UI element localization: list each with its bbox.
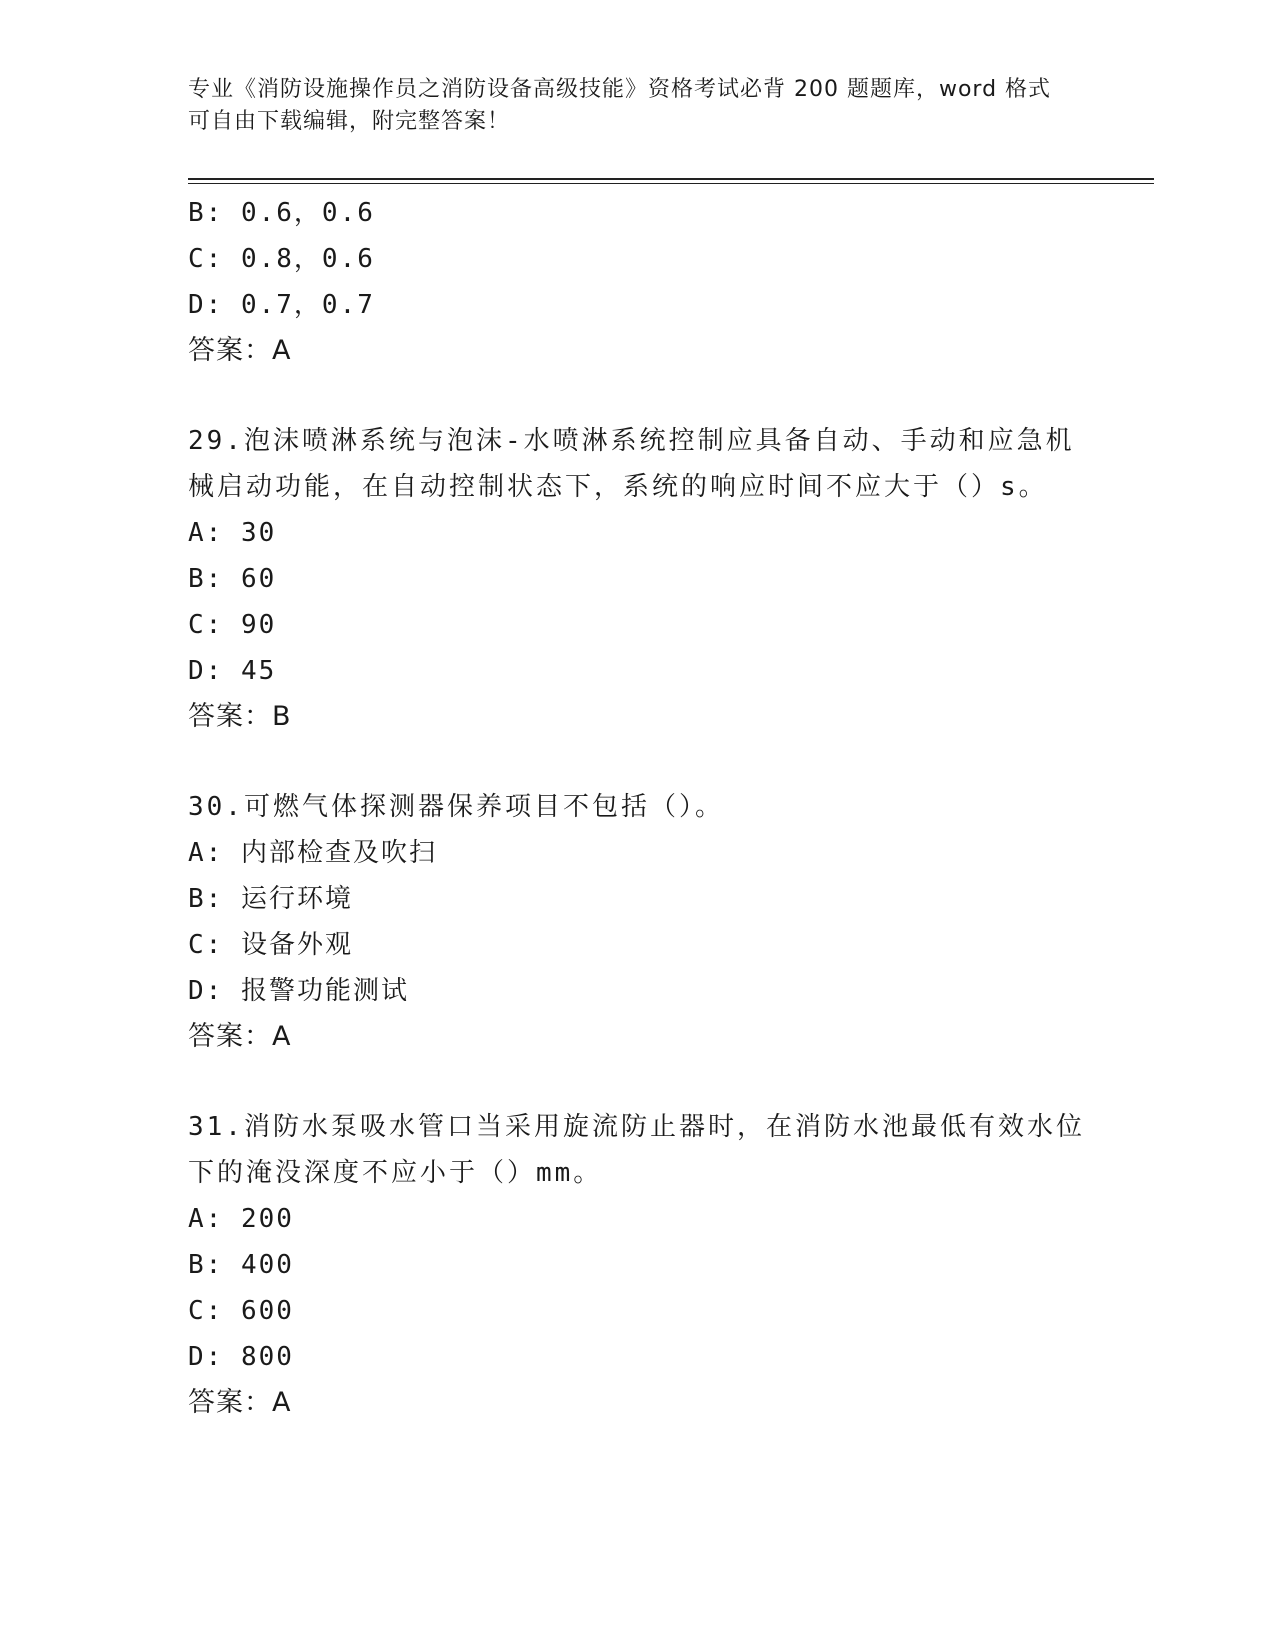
question-stem-line: 31.消防水泵吸水管口当采用旋流防止器时，在消防水池最低有效水位 [188,1112,1085,1142]
spacer [188,740,1088,784]
header-rule-thin [188,183,1154,184]
option-b: B: 运行环境 [188,884,353,914]
question-stem-line: 下的淹没深度不应小于（）mm。 [188,1158,603,1188]
option-b: B: 60 [188,564,277,594]
question-stem-line: 29.泡沫喷淋系统与泡沫-水喷淋系统控制应具备自动、手动和应急机 [188,426,1075,456]
header-rule-thick [188,178,1154,180]
question-block-continued [188,190,1088,374]
question-stem-line: 械启动功能，在自动控制状态下，系统的响应时间不应大于（）s。 [188,472,1048,502]
option-c: C: 600 [188,1296,294,1326]
answer-line: 答案：A [188,335,292,366]
option-c: C: 设备外观 [188,930,353,960]
option-d: D: 800 [188,1342,294,1372]
option-b: B: 400 [188,1250,294,1280]
option-c: C: 0.8，0.6 [188,244,375,274]
option-d: D: 报警功能测试 [188,976,409,1006]
option-c: C: 90 [188,610,277,640]
document-header: 专业《消防设施操作员之消防设备高级技能》资格考试必背 200 题题库，word 格式可自由下载编辑，附完整答案！ [188,77,1052,134]
answer-line: 答案：B [188,701,292,732]
answer-line: 答案：A [188,1021,292,1052]
question-block-30 [188,784,1088,1060]
option-a: A: 30 [188,518,277,548]
question-list [188,190,1088,1426]
spacer [188,374,1088,418]
option-a: A: 内部检查及吹扫 [188,838,437,868]
answer-line: 答案：A [188,1387,292,1418]
option-d: D: 0.7，0.7 [188,290,375,320]
option-a: A: 200 [188,1204,294,1234]
spacer [188,1060,1088,1104]
question-block-31 [188,1104,1088,1426]
option-d: D: 45 [188,656,277,686]
option-b: B: 0.6，0.6 [188,198,375,228]
question-stem-line: 30.可燃气体探测器保养项目不包括（）。 [188,792,724,822]
question-block-29 [188,418,1088,740]
